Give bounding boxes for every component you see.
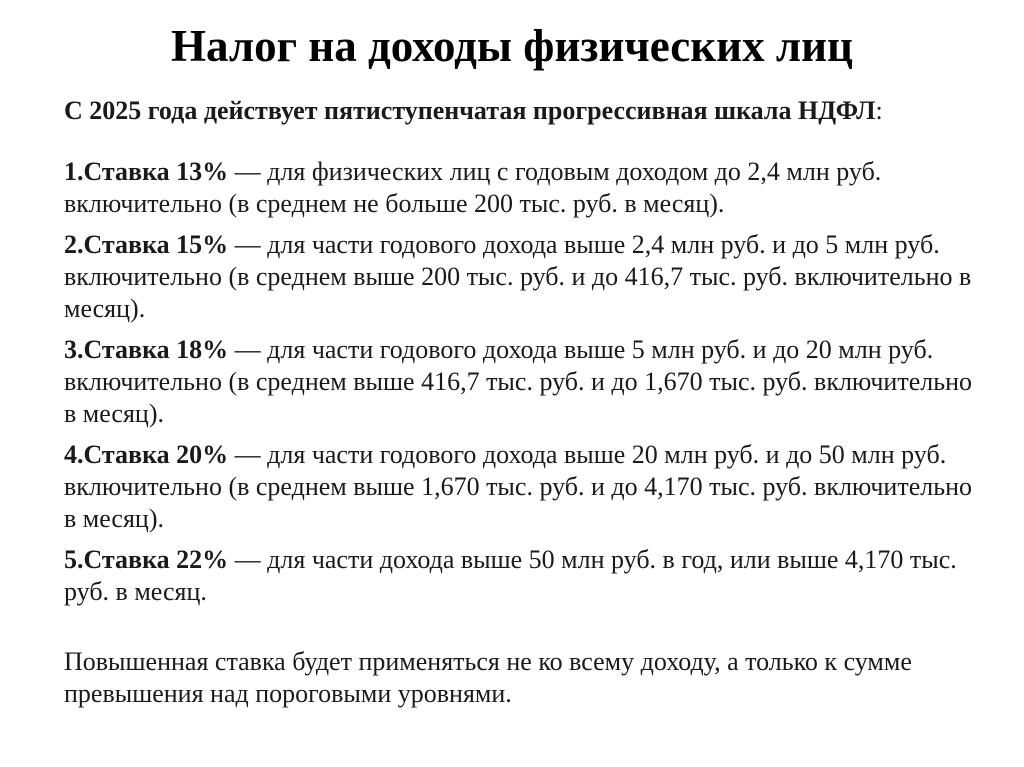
rate-item-13 (64, 156, 989, 220)
slide-content (64, 95, 989, 710)
rate-description: — для части годового дохода выше 2,4 млн руб. и до 5 млн руб. включительно (в среднем выше 200 тыс. руб. и до 416,7 тыс. руб. включительно в месяц). (64, 230, 972, 323)
intro-paragraph (64, 95, 989, 127)
page-title: Налог на доходы физических лиц (171, 21, 853, 71)
rate-label: 4.Ставка 20% (64, 440, 229, 469)
footnote-paragraph: Повышенная ставка будет применяться не ко всему доходу, а только к сумме превышения над пороговыми уровнями. (64, 647, 912, 708)
rate-label: 1.Ставка 13% (64, 157, 229, 186)
rate-label: 5.Ставка 22% (64, 545, 229, 574)
intro-bold-text: С 2025 года действует пятиступенчатая прогрессивная шкала НДФЛ (64, 96, 876, 125)
rate-description: — для части годового дохода выше 20 млн руб. и до 50 млн руб. включительно (в среднем выше 1,670 тыс. руб. и до 4,170 тыс. руб. включительно в месяц). (64, 440, 972, 533)
rate-item-15 (64, 229, 989, 325)
rate-description: — для части годового дохода выше 5 млн руб. и до 20 млн руб. включительно (в среднем выше 416,7 тыс. руб. и до 1,670 тыс. руб. включительно в месяц). (64, 335, 972, 428)
rate-item-22 (64, 544, 989, 608)
rate-description: — для физических лиц с годовым доходом до 2,4 млн руб. включительно (в среднем не больше 200 тыс. руб. в месяц). (64, 157, 882, 218)
intro-suffix: : (875, 96, 883, 125)
rate-item-20 (64, 439, 989, 535)
rate-label: 3.Ставка 18% (64, 335, 229, 364)
rate-label: 2.Ставка 15% (64, 230, 229, 259)
rate-item-18 (64, 334, 989, 430)
rate-description: — для части дохода выше 50 млн руб. в год, или выше 4,170 тыс. руб. в месяц. (64, 545, 957, 606)
tax-rates-list (64, 156, 989, 608)
